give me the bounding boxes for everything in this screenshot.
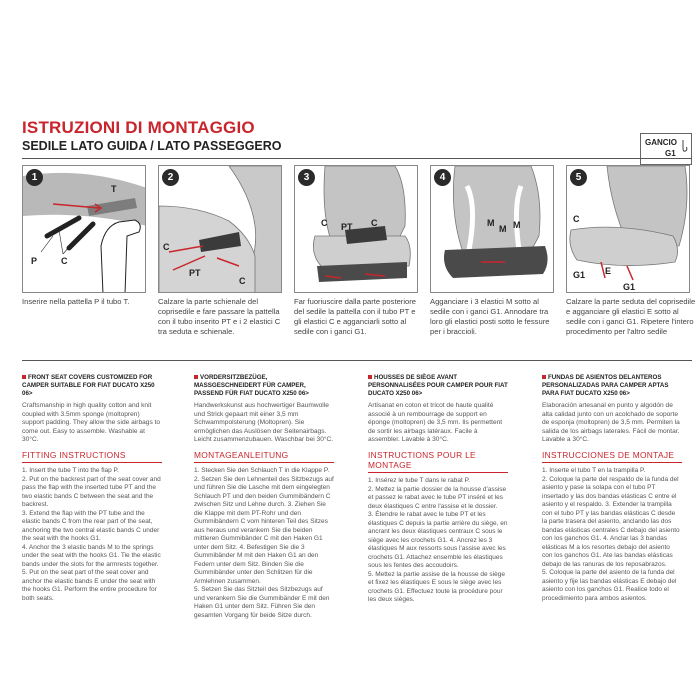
german-body: Handwerkskunst aus hochwertiger Baumwolle und Strick gepaart mit einer 3,5 mm Schwammpolsterung (Moltopren). Sie ermöglichen das Auslösen der Seitenairbags. Leicht zusammenzubauen. Waschbar bei 30°C. (194, 402, 334, 444)
english-steps (22, 467, 162, 603)
step-number: 3 (298, 169, 315, 186)
instruction-step: 4. Anchor the 3 elastic bands M to the springs under the seat with the hooks G1. Tie the elastic bands under the slots for the armrests together. (22, 543, 161, 568)
step-3-caption: Far fuoriuscire dalla parte posteriore del sedile la pattella con il tubo PT e gli elastici C e agganciarli sotto al sedile con i ganci G1. (294, 297, 416, 336)
page-title: ISTRUZIONI DI MONTAGGIO (22, 118, 255, 137)
instruction-step: 2. Setzen Sie den Lehnenteil des Sitzbezugs auf und führen Sie die Lasche mit dem eingelegten Schlauch PT und den beiden Gummibändern C zwischen Sitz und Lehne durch. 3. Ziehen Sie die Klappe mit dem PT-Rohr und den Gummibändern C vom hinteren Teil des Sitzes aus heraus und verankern Sie die beiden mittleren Gummibänder C mit den Haken G1 unter dem Sitz. 4. Befestigen Sie die 3 Gummibänder M mit den Haken G1 an den Federn unter dem Sitz. Binden Sie die Gummibänder unter den Schlitzen für die Armlehnen zusammen. (194, 475, 334, 585)
spanish-heading: FUNDAS DE ASIENTOS DELANTEROS PERSONALIZADAS PARA CAMPER APTAS PARA FIAT DUCATO X250 06> (542, 374, 669, 397)
step-4-illustration (430, 165, 554, 293)
label-g1: G1 (573, 270, 586, 280)
german-instructions (194, 450, 334, 620)
instruction-step: 1. Insert the tube T into the flap P. (22, 467, 119, 474)
step-2-caption: Calzare la parte schienale del coprisedile e fare passare la pattella con il tubo inserito PT e i 2 elastici C tra seduta e schienale. (158, 297, 281, 336)
rear-flap-figure (295, 166, 418, 293)
label-m: M (513, 220, 521, 230)
german-steps (194, 467, 334, 620)
header-rule (22, 158, 692, 159)
label-pt: PT (341, 222, 353, 232)
label-pt: PT (189, 268, 201, 278)
label-m: M (499, 224, 507, 234)
english-heading: FRONT SEAT COVERS CUSTOMIZED FOR CAMPER SUITABLE FOR FIAT DUCATO X250 06> (22, 374, 155, 397)
hook-icon (681, 139, 688, 153)
step-1-caption: Inserire nella pattella P il tubo T. (22, 297, 130, 306)
english-instructions (22, 450, 162, 603)
seat-cover-figure (567, 166, 690, 293)
german-heading: VORDERSITZBEZÜGE, MASSGESCHNEIDERT FÜR CAMPER, PASSEND FÜR FIAT DUCATO X250 06> (194, 374, 309, 397)
instruction-step: 3. Étendre le rabat avec le tube PT et les élastiques C depuis la partie arrière du siège, en ancrant les deux élastiques centraux C sous le siège avec les crochets G1. 4. Ancrez les 3 élastiques M aux ressorts sous l'assise avec les crochets G1. Attachez ensemble les élastiques sous les fentes des accoudoirs. (368, 511, 508, 569)
instruction-step: 3. Extend the flap with the PT tube and the elastic bands C from the rear part of the seat, anchoring the two central elastic bands C under the seat with the hooks G1. (22, 509, 160, 542)
instruction-step: 2. Coloque la parte del respaldo de la funda del asiento y pase la solapa con el tubo PT insertado y las dos bandas elásticas C entre el asiento y el respaldo. 3. Extender la trampilla con el tubo PT y las bandas elásticas C desde la parte trasera del asiento, anclando las dos bandas elásticas centrales C debajo del asiento con los ganchos G1. 4. Anclar las 3 bandas elásticas M a los resortes debajo del asiento con los ganchos G1. Ate las bandas elásticas debajo de las ranuras de los reposabrazos. (542, 475, 680, 568)
spanish-section-title: INSTRUCCIONES DE MONTAJE (542, 450, 675, 460)
step-5-illustration (566, 165, 690, 293)
french-body: Artisanat en coton et tricot de haute qualité associé à un rembourrage de support en éponge (moltopren) de 3,5 mm. Ils permettent de sortir les airbags latéraux. Facile à assembler. Lavable à 30°C. (368, 402, 503, 444)
spanish-instructions (542, 450, 682, 603)
label-g1: G1 (623, 282, 636, 292)
label-t: T (111, 184, 117, 194)
instruction-step: 2. Put on the backrest part of the seat cover and pass the flap with the inserted tube PT and the two elastic bands C between the seat and the backrest. (22, 475, 161, 508)
label-m: M (487, 218, 495, 228)
step-number: 5 (570, 169, 587, 186)
spanish-body: Elaboración artesanal en punto y algodón de alta calidad junto con un acolchado de soporte de esponja (moltopren) de 3,5 mm. Permiten la salida de los airbags laterales. Fácil de montar. Lavable a 30°C. (542, 402, 680, 444)
instruction-step: 5. Coloque la parte del asiento de la funda del asiento y fije las bandas elásticas E debajo del asiento con los ganchos G1. Realice todo el procedimiento para ambos asientos. (542, 569, 677, 602)
gancio-box (640, 133, 692, 165)
french-section-title: INSTRUCTIONS POUR LE MONTAGE (368, 450, 476, 470)
label-c: C (573, 214, 580, 224)
elastic-m-figure (431, 166, 554, 293)
label-c: C (321, 218, 328, 228)
instruction-step: 1. Inserte el tubo T en la trampilla P. (542, 467, 646, 474)
english-description (22, 374, 162, 445)
section-rule (22, 360, 692, 361)
step-number: 2 (162, 169, 179, 186)
german-section-title: MONTAGEANLEITUNG (194, 450, 289, 460)
instruction-step: 5. Put on the seat part of the seat cover and anchor the elastic bands E under the seat with the hooks G1. Perform the entire procedure for both seats. (22, 569, 157, 602)
spanish-description (542, 374, 682, 445)
step-4-caption: Agganciare i 3 elastici M sotto al sedile con i ganci G1. Annodare tra loro gli elastici posti sotto le fessure per i braccioli. (430, 297, 550, 336)
step-3-illustration (294, 165, 418, 293)
tube-insert-figure (23, 166, 146, 293)
english-section-title: FITTING INSTRUCTIONS (22, 450, 126, 460)
label-c: C (239, 276, 246, 286)
german-description (194, 374, 334, 445)
label-c: C (163, 242, 170, 252)
backrest-figure (159, 166, 282, 293)
label-p: P (31, 256, 38, 266)
instruction-step: 5. Mettez la partie assise de la housse de siège et fixez les élastiques E sous le siège avec les crochets G1. Effectuez toute la procédure pour les deux sièges. (368, 570, 505, 603)
label-c: C (61, 256, 68, 266)
french-instructions (368, 450, 508, 605)
step-number: 4 (434, 169, 451, 186)
step-2-illustration (158, 165, 282, 293)
label-e: E (605, 266, 612, 276)
french-heading: HOUSSES DE SIÈGE AVANT PERSONNALISÉES POUR CAMPER POUR FIAT DUCATO X250 06> (368, 374, 508, 397)
gancio-code: G1 (665, 149, 676, 158)
instruction-step: 1. Insérez le tube T dans le rabat P. (368, 477, 470, 484)
french-steps (368, 477, 508, 605)
label-c: C (371, 218, 378, 228)
english-body: Craftsmanship in high quality cotton and knit coupled with 3.5mm sponge (moltopren) support padding. They allow the side airbags to come out. Easy to assemble. Washable at 30°C. (22, 402, 161, 444)
step-5-caption: Calzare la parte seduta del coprisedile e agganciare gli elastici E sotto al sedile con i ganci G1. Ripetere l'intero procedimento per l'altro sedile (566, 297, 696, 336)
step-1-illustration (22, 165, 146, 293)
instruction-step: 1. Stecken Sie den Schlauch T in die Klappe P. (194, 467, 330, 474)
instruction-step: 5. Setzen Sie das Sitzteil des Sitzbezugs auf und verankern Sie die Gummibänder E mit den Haken G1 unter dem Sitz. Führen Sie den gesamten Vorgang für beide Sitze durch. (194, 586, 330, 619)
page-subtitle: SEDILE LATO GUIDA / LATO PASSEGGERO (22, 139, 282, 153)
step-number: 1 (26, 169, 43, 186)
french-description (368, 374, 508, 445)
instruction-step: 2. Mettez la partie dossier de la housse d'assise et passez le rabat avec le tube PT inséré et les deux élastiques C entre l'assise et le dossier. (368, 485, 507, 510)
spanish-steps (542, 467, 682, 603)
gancio-label: GANCIO (645, 138, 677, 147)
